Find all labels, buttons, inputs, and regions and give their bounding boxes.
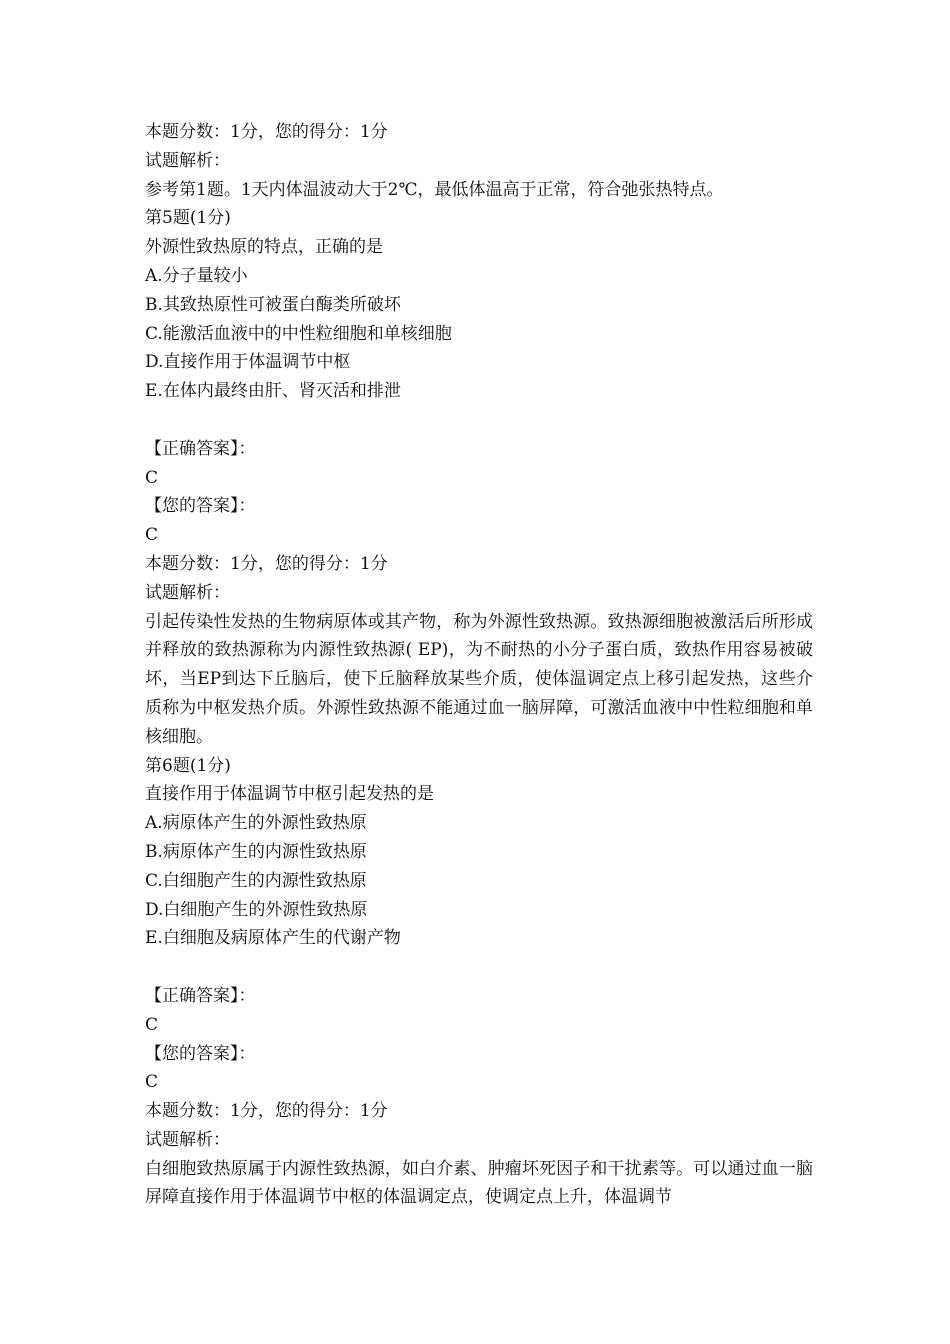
option-c: C.白细胞产生的内源性致热原: [145, 870, 367, 891]
option-b: B.其致热原性可被蛋白酶类所破坏: [145, 294, 401, 315]
score-line: 本题分数：1分，您的得分：1分: [145, 553, 388, 574]
question-stem: 外源性致热原的特点，正确的是: [145, 237, 383, 258]
analysis-label: 试题解析：: [145, 1129, 230, 1150]
analysis-text: 引起传染性发热的生物病原体或其产物，称为外源性致热源。致热源细胞被激活后所形成并释放的致热源称为内源性致热源( EP)，为不耐热的小分子蛋白质，致热作用容易被破坏，当EP到达下丘脑后，使下丘脑释放某些介质，使体温调定点上移引起发热，这些介质称为中枢发热介质。外源性致热源不能通过血一脑屏障，可激活血液中中性粒细胞和单核细胞。: [145, 611, 813, 747]
question-header: 第6题(1分): [145, 755, 231, 776]
correct-answer-label: 【正确答案】：: [145, 985, 256, 1006]
option-e: E.白细胞及病原体产生的代谢产物: [145, 928, 401, 949]
spacer: [145, 953, 813, 982]
question-stem: 直接作用于体温调节中枢引起发热的是: [145, 784, 434, 805]
option-a: A.分子量较小: [145, 265, 248, 286]
question-5: [145, 204, 813, 751]
option-a: A.病原体产生的外源性致热原: [145, 813, 367, 834]
option-b: B.病原体产生的内源性致热原: [145, 841, 367, 862]
your-answer-label: 【您的答案】：: [145, 1043, 256, 1064]
correct-answer-value: C: [145, 467, 159, 488]
option-c: C.能激活血液中的中性粒细胞和单核细胞: [145, 323, 452, 344]
analysis-text: 白细胞致热原属于内源性致热源，如白介素、肿瘤坏死因子和干扰素等。可以通过血一脑屏障直接作用于体温调节中枢的体温调定点，使调定点上升，体温调节: [145, 1158, 813, 1208]
prev-analysis-text: 参考第1题。1天内体温波动大于2℃，最低体温高于正常，符合弛张热特点。: [145, 179, 724, 200]
spacer: [145, 406, 813, 435]
your-answer-value: C: [145, 1072, 159, 1093]
document-page: [145, 118, 813, 1212]
option-e: E.在体内最终由肝、肾灭活和排泄: [145, 381, 401, 402]
your-answer-label: 【您的答案】：: [145, 496, 256, 517]
correct-answer-value: C: [145, 1014, 159, 1035]
option-d: D.直接作用于体温调节中枢: [145, 352, 351, 373]
your-answer-value: C: [145, 525, 159, 546]
analysis-label: 试题解析：: [145, 582, 230, 603]
prev-analysis-label: 试题解析：: [145, 150, 230, 171]
question-6: [145, 752, 813, 1213]
prev-score-line: 本题分数：1分，您的得分：1分: [145, 122, 388, 142]
option-d: D.白细胞产生的外源性致热原: [145, 899, 368, 920]
score-line: 本题分数：1分，您的得分：1分: [145, 1101, 388, 1122]
question-header: 第5题(1分): [145, 208, 231, 229]
correct-answer-label: 【正确答案】：: [145, 438, 256, 459]
